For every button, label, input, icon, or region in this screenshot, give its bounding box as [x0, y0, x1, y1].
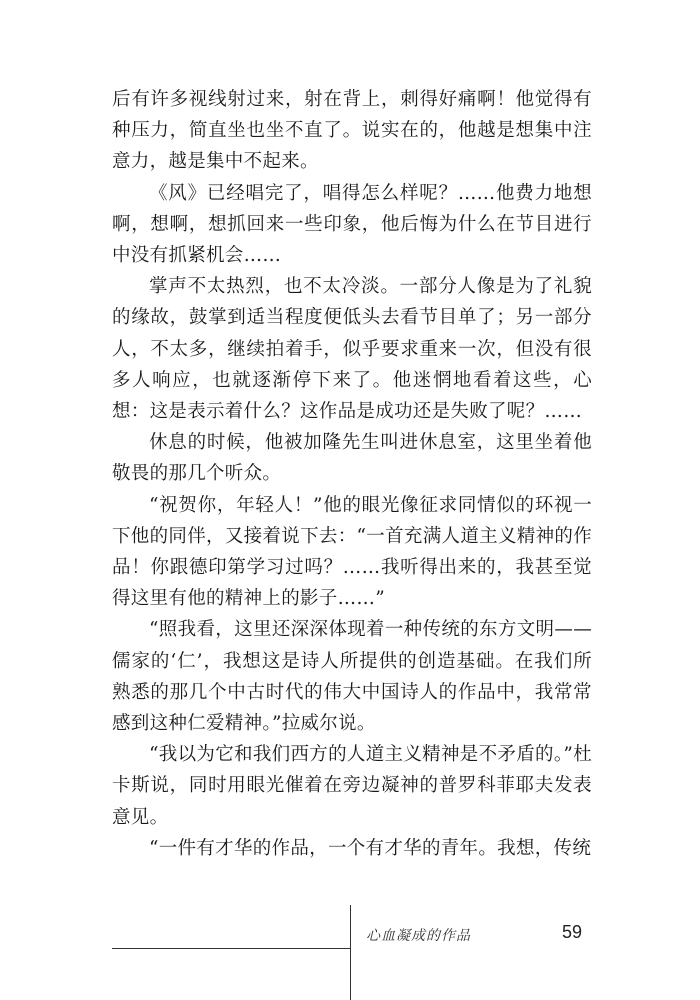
footer-divider-vertical	[350, 905, 351, 1000]
chapter-title: 心血凝成的作品	[366, 928, 471, 944]
paragraph: 后有许多视线射过来，射在背上，刺得好痛啊！他觉得有种压力，简直坐也坐不直了。说实在的，他越是想集中注意力，越是集中不起来。	[112, 89, 592, 173]
paragraph: 《风》已经唱完了，唱得怎么样呢？……他费力地想啊，想啊，想抓回来一些印象，他后悔为什么在节目进行中没有抓紧机会……	[112, 182, 592, 267]
paragraph: “照我看，这里还深深体现着一种传统的东方文明——儒家的‘仁’，我想这是诗人所提供的创造基础。在我们所熟悉的那几个中古时代的伟大中国诗人的作品中，我常常感到这种仁爱精神。”拉威尔说。	[112, 619, 592, 735]
paragraph: “我以为它和我们西方的人道主义精神是不矛盾的。”杜卡斯说，同时用眼光催着在旁边凝神的普罗科菲耶夫发表意见。	[112, 744, 592, 828]
paragraph: 休息的时候，他被加隆先生叫进休息室，这里坐着他敬畏的那几个听众。	[112, 432, 592, 485]
body-text	[112, 84, 592, 864]
paragraph: “一件有才华的作品，一个有才华的青年。我想，传统	[149, 837, 592, 859]
paragraph: “祝贺你，年轻人！”他的眼光像征求同情似的环视一下他的同伴，又接着说下去：“一首充满人道主义精神的作品！你跟德印第学习过吗？……我听得出来的，我甚至觉得这里有他的精神上的影子……”	[112, 494, 592, 610]
paragraph: 掌声不太热烈，也不太冷淡。一部分人像是为了礼貌的缘故，鼓掌到适当程度便低头去看节目单了；另一部分人，不太多，继续拍着手，似乎要求重来一次，但没有很多人响应，也就逐渐停下来了。他迷惘地看着这些，心想：这是表示着什么？这作品是成功还是失败了呢？……	[112, 276, 592, 423]
page-number: 59	[562, 922, 583, 942]
footer-divider-horizontal	[112, 948, 350, 949]
